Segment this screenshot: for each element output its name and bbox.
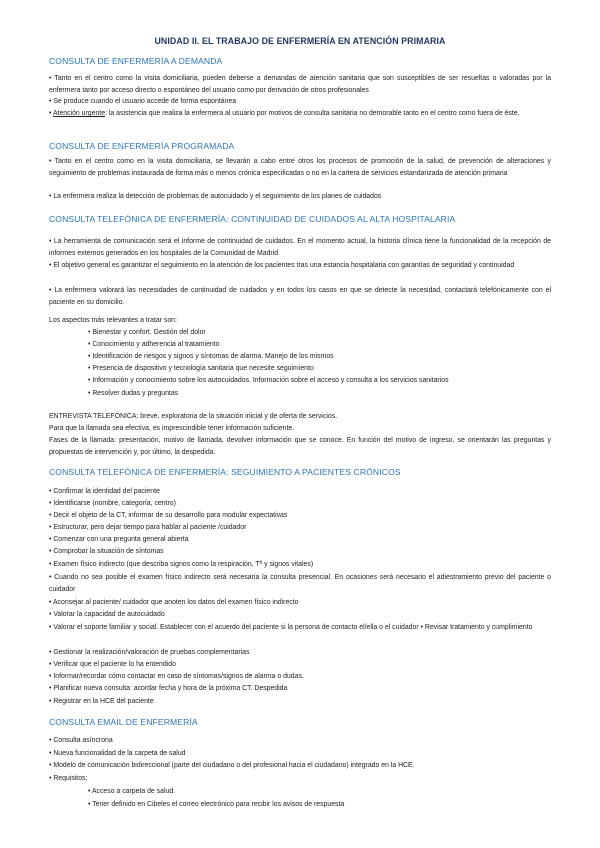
list-item: • Identificación de riesgos y signos y síntomas de alarma. Manejo de los mismos [88, 353, 334, 360]
heading-consulta-programada: CONSULTA DE ENFERMERÍA PROGRAMADA [49, 141, 235, 151]
list-item: • Informar/recordar cómo contactar en caso de síntomas/signos de alarma o dudas. [49, 673, 304, 680]
list-item: • Planificar nueva consulta: acordar fecha y hora de la próxima CT. Despedida [49, 685, 288, 692]
list-item: • Valorar el soporte familiar y social. Establecer con el acuerdo del paciente si la persona de contacto el/ella o el cuidador • Revisar tratamiento y cumplimiento [49, 624, 533, 631]
paragraph: • Se produce cuando el usuario accede de forma espontánea [49, 98, 237, 105]
bullet: • [49, 110, 53, 117]
underlined-term: Atención urgente [52, 110, 106, 117]
list-item: • Gestionar la realización/valoración de pruebas complementarias [49, 649, 250, 656]
list-item: • Estructurar, pero dejar tiempo para hablar al paciente /cuidador [49, 524, 247, 531]
list-item: • Aconsejar al paciente/ cuidador que anoten los datos del examen físico indirecto [49, 599, 299, 606]
paragraph: Para que la llamada sea efectiva, es imprescindible tener información suficiente. [49, 425, 295, 432]
heading-consulta-demanda: CONSULTA DE ENFERMERÍA A DEMANDA [49, 56, 223, 66]
list-item: • Comenzar con una pregunta general abierta [49, 536, 189, 543]
list-item: • Verificar que el paciente lo ha entendido [49, 661, 176, 668]
list-item: • Consulta asíncrona [49, 737, 113, 744]
list-item: • Valorar la capacidad de autocuidado [49, 611, 165, 618]
list-item: • Información y conocimiento sobre los autocuidados. Información sobre el acceso y consulta a los servicios sanitarios [88, 377, 449, 384]
heading-consulta-telefonica-cronicos: CONSULTA TELEFÓNICA DE ENFERMERÍA: SEGUIMIENTO A PACIENTES CRÓNICOS [49, 467, 401, 477]
paragraph-text: : la asistencia que realiza la enfermera al usuario por motivos de consulta sanitaria no demorable tanto en el centro como fuera de éste. [105, 110, 520, 117]
list-item: • Decir el objeto de la CT, informar de su desarrollo para modular expectativas [49, 512, 288, 519]
aspects-intro: Los aspectos más relevantes a tratar son: [49, 317, 177, 324]
paragraph: Fases de la llamada: presentación, motivo de llamada, devolver información que se conoce. En función del motivo de ingreso, se orientarán las preguntas y propuestas de intervención y, por último, la despedida. [49, 437, 551, 456]
list-item: • Comprobar la situación de síntomas [49, 548, 164, 555]
page-title: UNIDAD II. EL TRABAJO DE ENFERMERÍA EN ATENCIÓN PRIMARIA [154, 36, 446, 46]
list-item: • Conocimiento y adherencia al tratamiento [88, 341, 220, 348]
list-item: • Modelo de comunicación bidireccional (parte del ciudadano o del profesional hacia el ciudadano) integrado en la HCE. [49, 762, 415, 769]
list-item: • Examen físico indirecto (que describa signos como la respiración, Tª y signos vitales) [49, 561, 314, 568]
list-item: • Presencia de dispositivo y tecnología sanitaria que necesite seguimiento [88, 365, 314, 372]
sub-list-item: • Tener definido en Cibeles el correo electrónico para recibir los avisos de respuesta [88, 801, 345, 808]
paragraph: ENTREVISTA TELEFÓNICA: breve, exploratoria de la situación inicial y de oferta de servicios. [49, 413, 338, 420]
heading-consulta-telefonica-alta: CONSULTA TELEFÓNICA DE ENFERMERÍA: CONTINUIDAD DE CUIDADOS AL ALTA HOSPITALARIA [49, 214, 456, 224]
list-item: • Registrar en la HCE del paciente [49, 698, 154, 705]
paragraph: • Tanto en el centro como la visita domiciliaria, pueden deberse a demandas de atención sanitaria que son susceptibles de ser resueltas o valoradas por la enfermera tanto por acceso directo o espontáneo del usuario como por derivación de otros profesionales [49, 75, 551, 94]
heading-consulta-email: CONSULTA EMAIL DE ENFERMERÍA [49, 717, 198, 727]
paragraph [49, 108, 551, 120]
sub-list-item: • Acceso a carpeta de salud. [88, 788, 176, 795]
paragraph: • La enfermera realiza la detección de problemas de autocuidado y el seguimiento de los planes de cuidados [49, 193, 382, 200]
list-item: • Identificarse (nombre, categoría, centro) [49, 500, 176, 507]
paragraph: • La herramienta de comunicación será el informe de continuidad de cuidados. En el momento actual, la historia clínica tiene la funcionalidad de la recepción de informes externos generados en los hospitales de la Comunidad de Madrid [49, 238, 551, 257]
list-item: • Nueva funcionalidad de la carpeta de salud [49, 750, 186, 757]
paragraph: • La enfermera valorará las necesidades de continuidad de cuidados y en todos los casos en que se detecte la necesidad, contactará telefónicamente con el paciente en su domicilio. [49, 287, 551, 306]
paragraph: • El objetivo general es garantizar el seguimiento en la atención de los pacientes tras una estancia hospitalaria con garantías de seguridad y continuidad [49, 262, 515, 269]
list-item: • Resolver dudas y preguntas [88, 390, 179, 397]
list-item: • Requisitos: [49, 775, 88, 782]
list-item: • Confirmar la identidad del paciente [49, 488, 160, 495]
paragraph: • Tanto en el centro como en la visita domiciliaria, se llevarán a cabo entre otros los procesos de promoción de la salud, de prevención de alteraciones y seguimiento de problemas instaurada de forma más o menos crónica especificadas o no en la cartera de servicios estandarizada de atención primaria [49, 158, 551, 177]
list-item: • Bienestar y confort. Gestión del dolor [88, 329, 206, 336]
list-item: • Cuando no sea posible el examen físico indirecto será necesaria la consulta presencial. En ocasiones será necesario el adiestramiento previo del paciente o cuidador [49, 574, 551, 593]
